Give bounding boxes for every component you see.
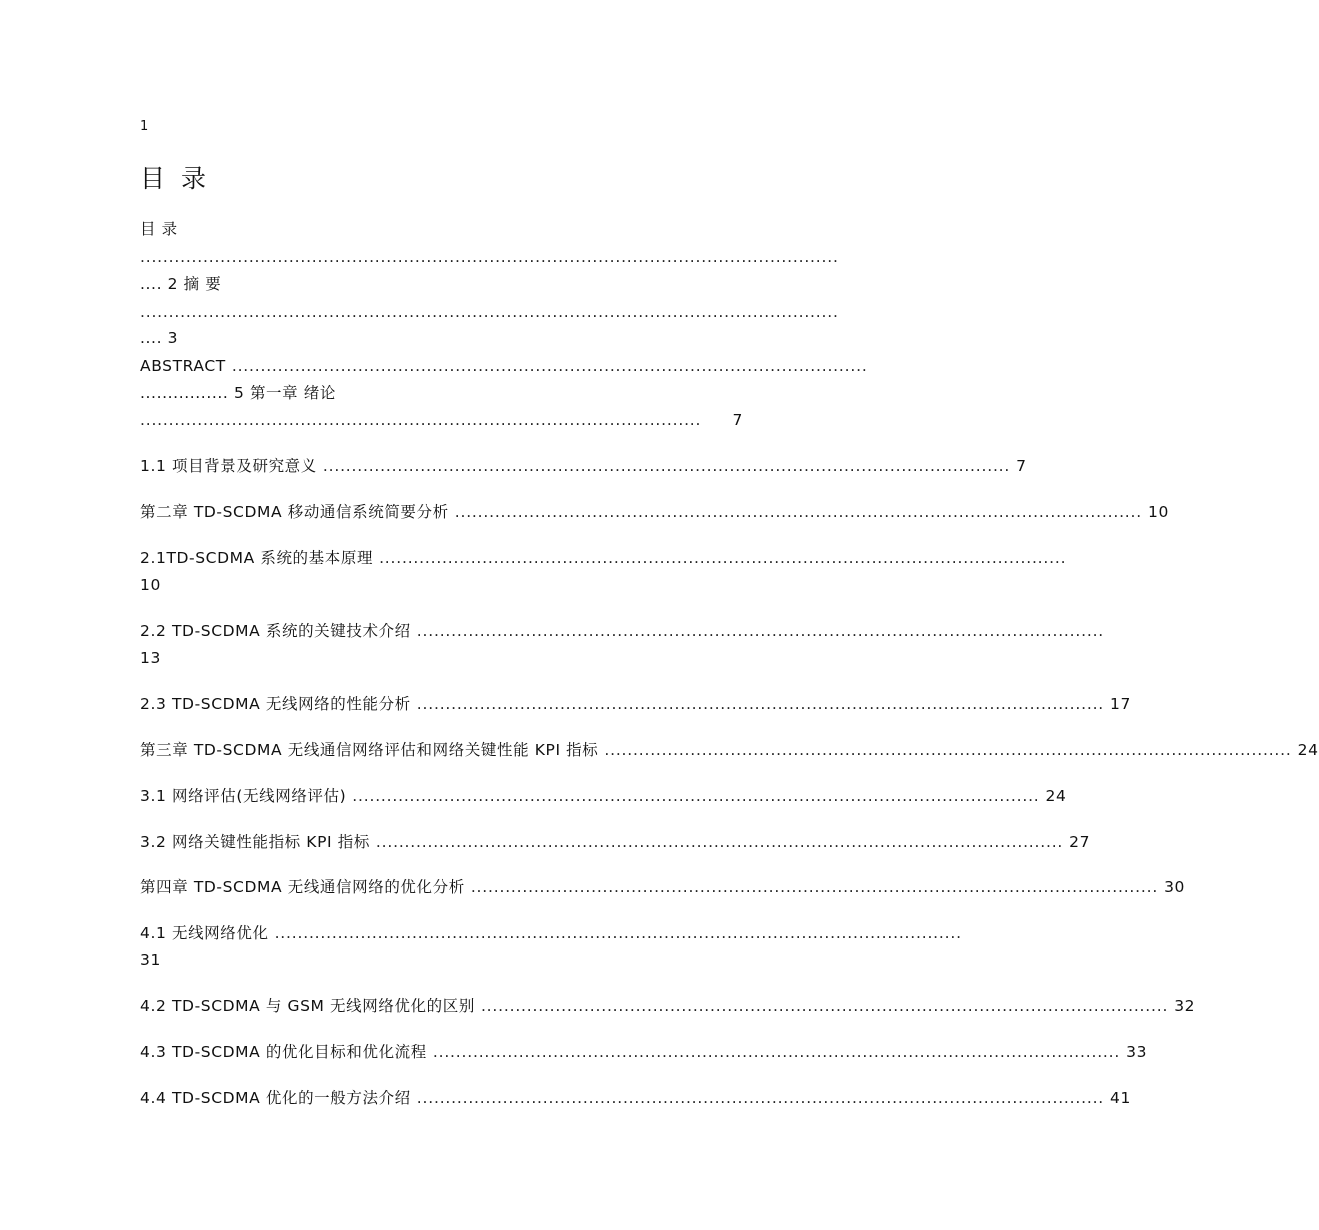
- toc-entry[interactable]: [140, 996, 1196, 1016]
- toc-dots: ........................................................................................................................: [274, 924, 962, 942]
- toc-line-7: ................ 5 第一章 绪论: [140, 384, 336, 402]
- page-number: 1: [140, 119, 149, 134]
- toc-dots: ........................................................................................................................: [470, 878, 1159, 896]
- toc-entry-page: 13: [140, 649, 161, 667]
- toc-entry[interactable]: [140, 786, 1067, 806]
- toc-dots: ........................................................................................................................: [379, 549, 1067, 567]
- toc-dots: ........................................................................................................................: [322, 457, 1011, 475]
- toc-entry-label: 4.2 TD-SCDMA 与 GSM 无线网络优化的区别: [140, 997, 475, 1015]
- toc-entry[interactable]: [140, 621, 1105, 641]
- toc-entry-page: 10: [140, 576, 161, 594]
- toc-entry-page: 30: [1164, 878, 1186, 896]
- toc-entry-label: 4.1 无线网络优化: [140, 924, 269, 942]
- toc-entry-label: 3.1 网络评估(无线网络评估): [140, 787, 347, 805]
- toc-entry[interactable]: [140, 1042, 1148, 1062]
- toc-line-6: [140, 356, 868, 376]
- toc-entry[interactable]: [140, 1088, 1131, 1108]
- toc-entry-label: 4.4 TD-SCDMA 优化的一般方法介绍: [140, 1089, 411, 1107]
- toc-entry-label: 3.2 网络关键性能指标 KPI 指标: [140, 833, 370, 851]
- toc-entry[interactable]: [140, 740, 1319, 760]
- toc-entry-label: 1.1 项目背景及研究意义: [140, 457, 317, 475]
- toc-dots: ........................................................................................................................: [416, 695, 1105, 713]
- toc-entry[interactable]: [140, 548, 1067, 568]
- toc-entry-label: 2.2 TD-SCDMA 系统的关键技术介绍: [140, 622, 411, 640]
- toc-entry[interactable]: [140, 694, 1131, 714]
- toc-entry-page: 10: [1147, 503, 1169, 521]
- toc-entry-page: 32: [1174, 997, 1196, 1015]
- toc-entry-label: 第三章 TD-SCDMA 无线通信网络评估和网络关键性能 KPI 指标: [140, 741, 599, 759]
- toc-dots: ..................................................................................................: [140, 411, 702, 429]
- toc-dots: ........................................................................................................................: [604, 741, 1292, 759]
- toc-page-num: 7: [732, 411, 743, 429]
- toc-entry[interactable]: [140, 456, 1027, 476]
- toc-entry-label: 第二章 TD-SCDMA 移动通信系统简要分析: [140, 503, 449, 521]
- toc-entry[interactable]: [140, 923, 962, 943]
- toc-line-1: 目 录: [140, 220, 178, 238]
- toc-line-8: [140, 410, 743, 430]
- toc-entry-label: 2.1TD-SCDMA 系统的基本原理: [140, 549, 374, 567]
- toc-entry-page: 7: [1016, 457, 1027, 475]
- toc-dots: ........................................................................................................................: [352, 787, 1040, 805]
- toc-dots: ........................................................................................................................: [416, 622, 1105, 640]
- toc-heading: 目 录: [140, 164, 210, 193]
- toc-entry-page: 33: [1126, 1043, 1148, 1061]
- toc-entry-page: 24: [1297, 741, 1319, 759]
- toc-line-3: .... 2 摘 要: [140, 275, 222, 293]
- toc-entry-label: 2.3 TD-SCDMA 无线网络的性能分析: [140, 695, 411, 713]
- toc-dots: ........................................................................................................................: [416, 1089, 1105, 1107]
- toc-entry[interactable]: [140, 502, 1169, 522]
- toc-dots-line: ..........................................................................................................................: [140, 303, 839, 321]
- toc-dots-line: ..........................................................................................................................: [140, 248, 839, 266]
- toc-entry[interactable]: [140, 877, 1186, 897]
- toc-dots: ...............................................................................................................: [231, 357, 868, 375]
- toc-entry-page: 24: [1045, 787, 1067, 805]
- toc-entry-label: 第四章 TD-SCDMA 无线通信网络的优化分析: [140, 878, 465, 896]
- toc-entry-page: 41: [1110, 1089, 1131, 1107]
- toc-entry[interactable]: [140, 832, 1091, 852]
- toc-entry-page: 27: [1069, 833, 1091, 851]
- toc-dots: ........................................................................................................................: [432, 1043, 1121, 1061]
- toc-entry-label: 4.3 TD-SCDMA 的优化目标和优化流程: [140, 1043, 427, 1061]
- toc-dots: ........................................................................................................................: [480, 997, 1169, 1015]
- toc-dots: ........................................................................................................................: [454, 503, 1142, 521]
- toc-abstract-label: ABSTRACT: [140, 357, 226, 375]
- toc-line-5: .... 3: [140, 329, 179, 347]
- toc-entry-page: 31: [140, 951, 161, 969]
- toc-dots: ........................................................................................................................: [375, 833, 1064, 851]
- toc-entry-page: 17: [1110, 695, 1131, 713]
